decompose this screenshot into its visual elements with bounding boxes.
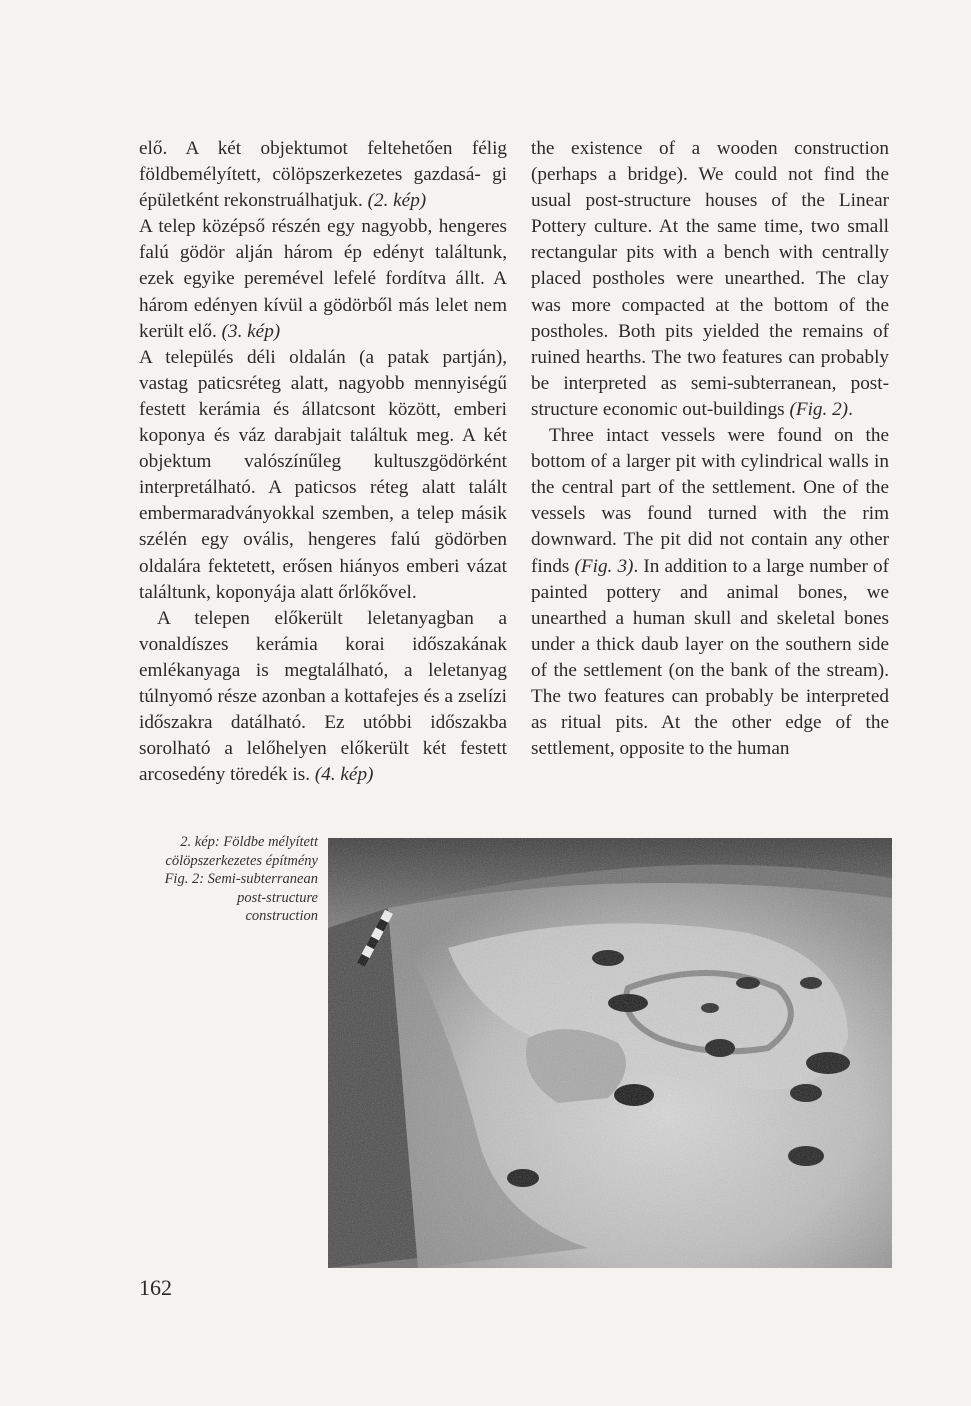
text-line: gi épületként rekonstruálhatjuk. <box>139 164 508 212</box>
figure-caption <box>160 833 318 926</box>
caption-line: post-structure <box>237 889 318 906</box>
right-column <box>531 136 889 762</box>
english-paragraph-1 <box>531 136 889 423</box>
excavation-photo-graphic <box>328 838 892 1268</box>
left-column <box>139 136 507 788</box>
english-paragraph-2 <box>531 423 889 762</box>
hungarian-paragraph-2 <box>139 214 507 344</box>
figure-reference: (Fig. 3) <box>574 555 634 577</box>
paragraph-text: the existence of a wooden construction (perhaps a bridge). We could not find the usual post-structure houses of the Linear Pottery culture. At the same time, two small rectangular pits with a bench with centrally placed postholes were unearthed. The clay was more compacted at the bottom of the postholes. Both pits yielded the remains of ruined hearths. The two features can probably be interpreted as semi-subterranean, post-structure economic out-buildings <box>531 138 889 420</box>
text-line: elő. A két objektumot feltehetően félig <box>139 138 507 159</box>
hungarian-paragraph-4 <box>139 606 507 789</box>
text-line: földbemélyített, cölöpszerkezetes gazdasá- <box>139 164 481 186</box>
figure-reference: (3. kép) <box>221 320 281 342</box>
figure-reference: (2. kép) <box>367 190 427 212</box>
figure-reference: (4. kép) <box>314 764 374 786</box>
paragraph-text: Three intact vessels were found on the bottom of a larger pit with cylindrical walls in the central part of the settlement. One of the vessels was found turned with the rim downward. The pit did not contain any other finds <box>531 425 889 577</box>
caption-line: 2. kép: Földbe mélyített <box>180 834 318 850</box>
paragraph-text: . <box>848 398 853 420</box>
caption-line: construction <box>245 908 318 924</box>
hungarian-paragraph-1 <box>139 136 507 214</box>
hungarian-paragraph-3 <box>139 345 507 606</box>
caption-line: Fig. 2: Semi-subterranean <box>164 871 318 887</box>
excavation-photo <box>328 838 892 1268</box>
paragraph-text: A település déli oldalán (a patak partján), vastag paticsréteg alatt, nagyobb mennyiségű festett kerámia és állatcsont között, emberi koponya és váz darabjait találtuk meg. A két objektum valószínűleg kultuszgödörként interpretálható. A paticsos réteg alatt talált embermaradványokkal szemben, a telep másik szélén egy ovális, hengeres falú gödörben oldalára fektetett, erősen hiányos emberi vázat találtunk, koponyája alatt őrlőkővel. <box>139 346 507 603</box>
paragraph-text: A telep középső részén egy nagyobb, hengeres falú gödör alján három ép edényt találtunk, ezek egyike peremével lefelé fordítva állt. A három edényen kívül a gödörből más lelet nem került elő. <box>139 216 507 342</box>
page-number: 162 <box>139 1275 172 1300</box>
paragraph-text: A telepen előkerült leletanyagban a vonaldíszes kerámia korai időszakának emlékanyaga is megtalálható, a leletanyag túlnyomó része azonban a kottafejes és a zselízi időszakra datálható. Ez utóbbi időszakba sorolható a lelőhelyen előkerült két festett arcosedény töredék is. <box>139 607 507 786</box>
paragraph-text: . In addition to a large number of painted pottery and animal bones, we unearthed a human skull and skeletal bones under a thick daub layer on the southern side of the settlement (on the bank of the stream). The two features can probably be interpreted as ritual pits. At the other edge of the settlement, opposite to the human <box>531 555 889 760</box>
figure-reference: (Fig. 2) <box>789 398 849 420</box>
caption-line: cölöpszerkezetes építmény <box>165 852 318 869</box>
